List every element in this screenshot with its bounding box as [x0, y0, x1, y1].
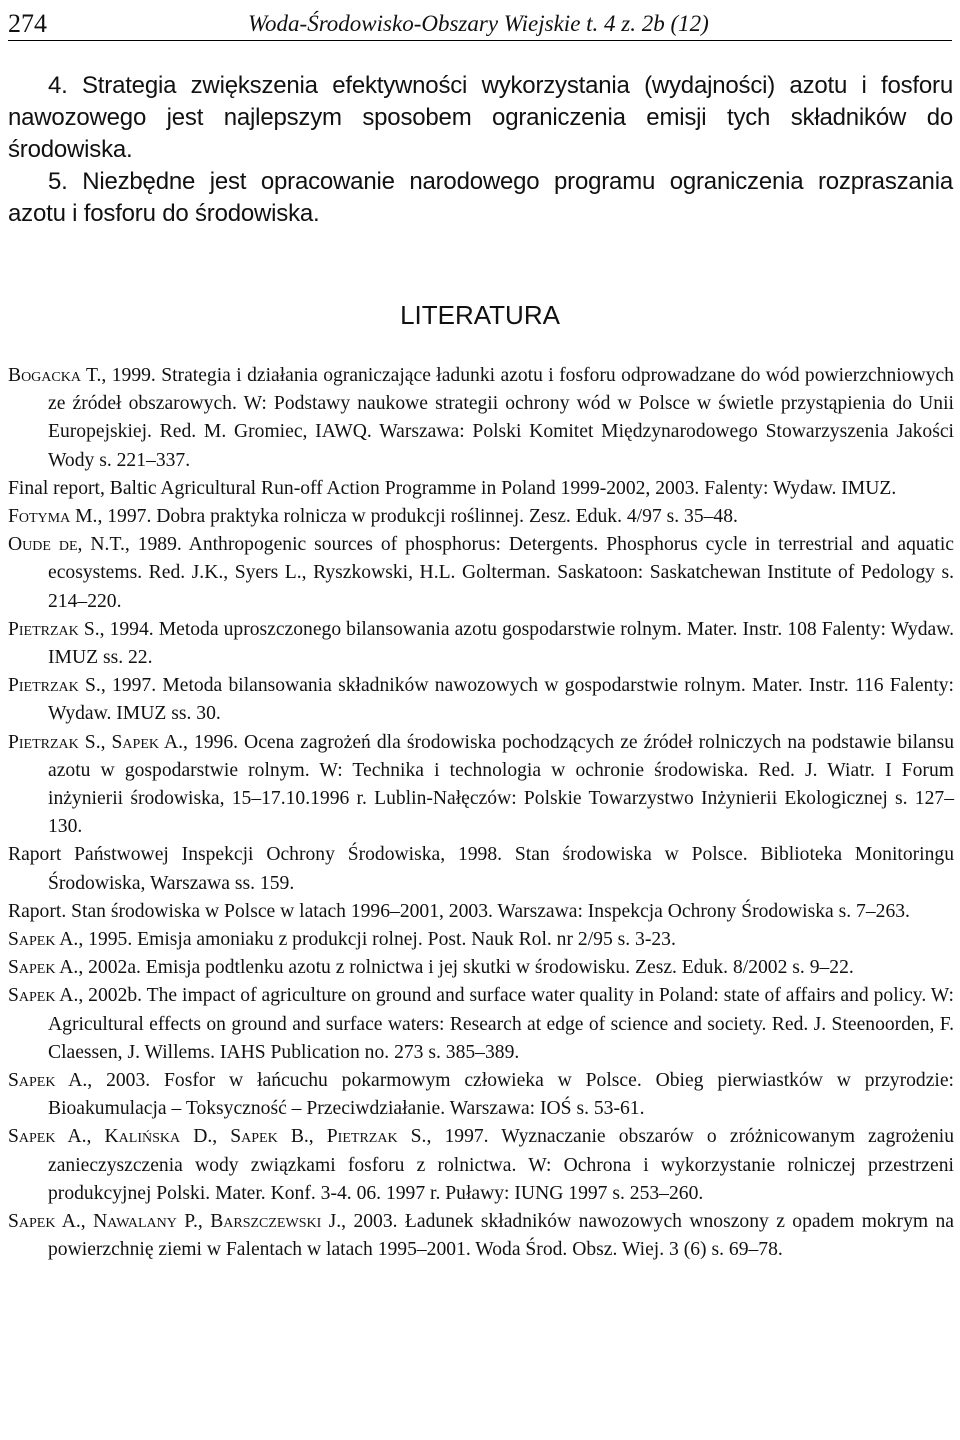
reference-item — [8, 1123, 954, 1208]
reference-list — [8, 362, 954, 1265]
journal-title: Woda-Środowisko-Obszary Wiejskie t. 4 z. 2b (12) — [248, 11, 709, 36]
reference-text: , 1999. Strategia i działania ograniczające ładunki azotu i fosforu odprowadzane do wód powierzchniowych ze źródeł obszarowych. W: Podstawy naukowe strategii ochrony wód w Polsce w świetle przystąpienia do Unii Europejskiej. Red. M. Gromiec, IAWQ. Warszawa: Polski Komitet Międzynarodowego Stowarzyszenia Jakości Wody s. 221–337. — [48, 365, 954, 471]
reference-text: , 1997. Dobra praktyka rolnicza w produkcji roślinnej. Zesz. Eduk. 4/97 s. 35–48. — [97, 506, 738, 528]
reference-item — [8, 898, 954, 926]
conclusion-item: 4. Strategia zwiększenia efektywności wykorzystania (wydajności) azotu i fosforu nawozowego jest najlepszym sposobem ograniczenia emisji tych składników do środowiska. — [8, 72, 953, 163]
reference-text: , 2002a. Emisja podtlenku azotu z rolnictwa i jej skutki w środowisku. Zesz. Eduk. 8/2002 s. 9–22. — [78, 957, 854, 979]
reference-authors: Sapek A. — [8, 1070, 88, 1092]
reference-authors: Pietrzak S., Sapek A. — [8, 731, 183, 753]
reference-item — [8, 926, 954, 954]
reference-text: , 1997. Metoda bilansowania składników nawozowych w gospodarstwie rolnym. Mater. Instr. 116 Falenty: Wydaw. IMUZ ss. 30. — [48, 675, 954, 725]
reference-text: , 2003. Fosfor w łańcuchu pokarmowym człowieka w Polsce. Obieg pierwiastków w przyrodzie: Bioakumulacja – Toksyczność – Przeciwdziałanie. Warszawa: IOŚ s. 53-61. — [48, 1070, 954, 1120]
reference-text: Raport. Stan środowiska w Polsce w latach 1996–2001, 2003. Warszawa: Inspekcja Ochrony Środowiska s. 7–263. — [8, 900, 910, 922]
reference-item — [8, 672, 954, 728]
reference-item — [8, 1067, 954, 1123]
reference-authors: Sapek A. — [8, 929, 79, 951]
reference-text: , 1994. Metoda uproszczonego bilansowania azotu gospodarstwie rolnym. Mater. Instr. 108 Falenty: Wydaw. IMUZ ss. 22. — [48, 618, 955, 669]
reference-item — [8, 475, 954, 503]
reference-item — [8, 362, 954, 475]
conclusion-item: 5. Niezbędne jest opracowanie narodowego programu ograniczenia rozpraszania azotu i fosforu do środowiska. — [8, 168, 953, 227]
reference-text: , 2002b. The impact of agriculture on ground and surface water quality in Poland: state of affairs and policy. W: Agricultural effects on ground and surface waters: Research at edge of science and society. Red. J. Steenoorden, F. Claessen, J. Willems. IAHS Publication no. 273 s. 385–389. — [48, 985, 954, 1063]
reference-authors: Fotyma M. — [8, 506, 98, 528]
reference-authors: Pietrzak S. — [8, 675, 101, 697]
reference-authors: Sapek A. — [8, 957, 79, 979]
section-title: LITERATURA — [400, 300, 560, 330]
reference-text: , 1995. Emisja amoniaku z produkcji rolnej. Post. Nauk Rol. nr 2/95 s. 3-23. — [78, 929, 676, 951]
reference-authors: Bogacka T. — [8, 365, 102, 386]
page-number: 274 — [8, 9, 47, 38]
reference-authors: Sapek A. — [8, 985, 79, 1007]
conclusions-list — [8, 70, 953, 230]
reference-item — [8, 954, 954, 982]
reference-item — [8, 531, 954, 616]
reference-text: , 2003. Ładunek składników nawozowych wnoszony z opadem mokrym na powierzchnię ziemi w Falentach w latach 1995–2001. Woda Środ. Obsz. Wiej. 3 (6) s. 69–78. — [48, 1211, 954, 1261]
reference-authors: Pietrzak S. — [8, 618, 100, 640]
reference-text: , 1989. Anthropogenic sources of phosphorus: Detergents. Phosphorus cycle in terrestrial and aquatic ecosystems. Red. J.K., Syers L., Ryszkowski, H.L. Golterman. Saskatoon: Saskatchewan Institute of Pedology s. 214–220. — [48, 534, 954, 612]
reference-text: , 1996. Ocena zagrożeń dla środowiska pochodzących ze źródeł rolniczych na podstawie bilansu azotu w gospodarstwie rolnym. W: Technika i technologia w ochronie środowiska. Red. J. Wiatr. I Forum inżynierii środowiska, 15–17.10.1996 r. Lublin-Nałęczów: Polskie Towarzystwo Inżynierii Ekologicznej s. 127–130. — [48, 731, 954, 838]
reference-item — [8, 616, 954, 672]
reference-text: Raport Państwowej Inspekcji Ochrony Środowiska, 1998. Stan środowiska w Polsce. Biblioteka Monitoringu Środowiska, Warszawa ss. 159. — [8, 844, 954, 894]
running-header — [8, 4, 952, 41]
reference-text: Final report, Baltic Agricultural Run-off Action Programme in Poland 1999-2002, 2003. Falenty: Wydaw. IMUZ. — [8, 477, 897, 499]
reference-item — [8, 1208, 954, 1264]
reference-item — [8, 729, 954, 842]
reference-item — [8, 841, 954, 897]
reference-authors: Oude de, N.T. — [8, 534, 125, 556]
reference-item — [8, 982, 954, 1067]
reference-authors: Sapek A., Kalińska D., Sapek B., Pietrzak S. — [8, 1126, 427, 1148]
reference-text: , 1997. Wyznaczanie obszarów o zróżnicowanym zagrożeniu zanieczyszczenia wody związkami fosforu z rolnictwa. W: Ochrona i wykorzystanie rolniczej przestrzeni produkcyjnej Polski. Mater. Konf. 3-4. 06. 1997 r. Puławy: IUNG 1997 s. 253–260. — [48, 1126, 954, 1204]
reference-item — [8, 503, 954, 531]
reference-authors: Sapek A., Nawalany P., Barszczewski J. — [8, 1211, 342, 1233]
